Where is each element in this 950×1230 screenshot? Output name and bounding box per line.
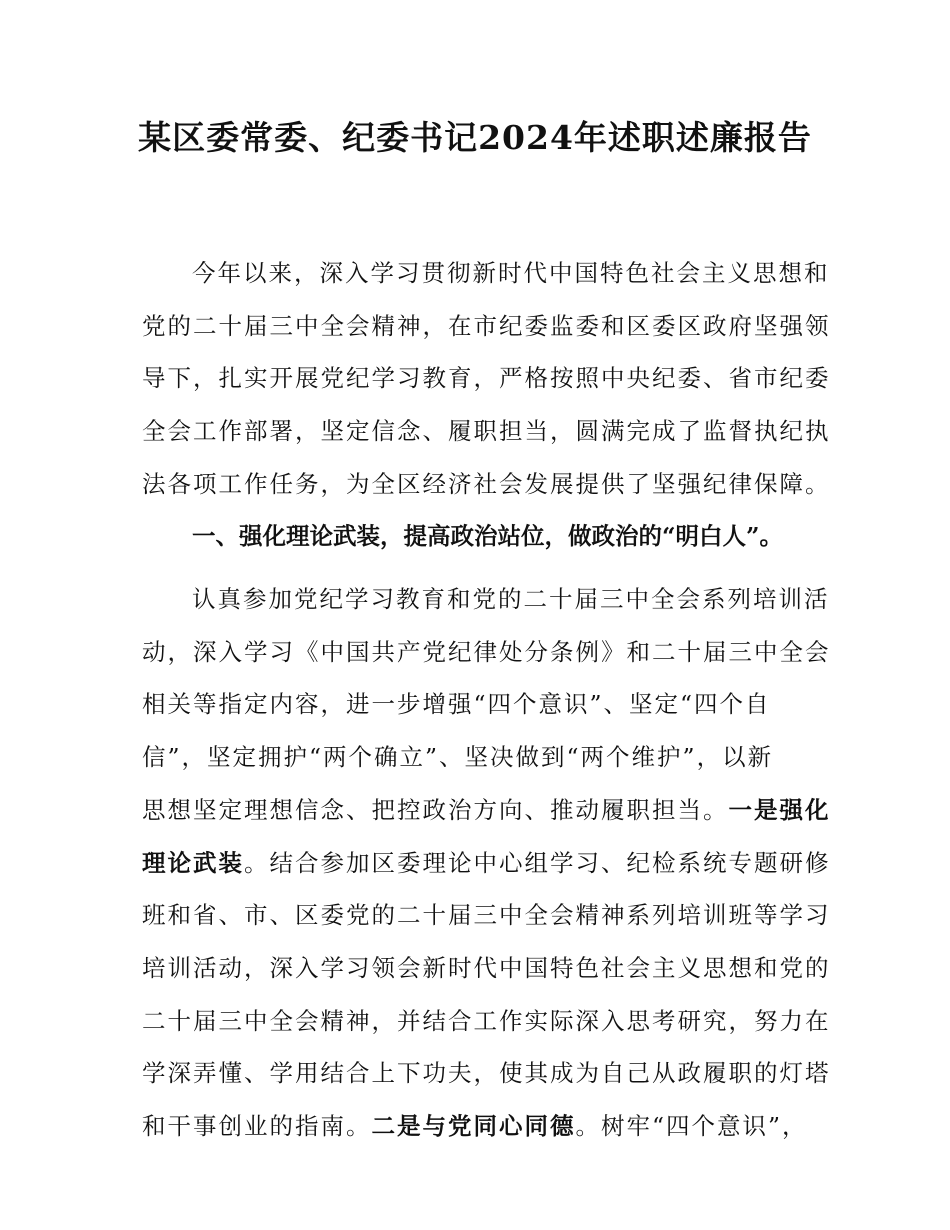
paragraph-line: 今年以来，深入学习贯彻新时代中国特色社会主义思想和 <box>192 259 830 287</box>
paragraph-text: 。树牢“四个意识”， <box>575 1112 808 1141</box>
bold-subheading: 二是与党同心同德 <box>371 1112 576 1141</box>
paragraph-line: 班和省、市、区委党的二十届三中全会精神系列培训班等学习 <box>142 901 831 930</box>
paragraph-text: 和干事创业的指南。 <box>142 1112 372 1141</box>
paragraph-line: 党的二十届三中全会精神，在市纪委监委和区委区政府坚强领 <box>142 311 831 340</box>
paragraph-line: 相关等指定内容，进一步增强“四个意识”、坚定“四个自 <box>142 690 771 719</box>
bold-subheading: 一是强化 <box>728 795 831 824</box>
section-heading-1 <box>142 510 842 563</box>
paragraph-text: 。结合参加区委理论中心组学习、纪检系统专题研修 <box>244 848 831 877</box>
paragraph-line: 学深弄懂、学用结合上下功夫，使其成为自己从政履职的灯塔 <box>142 1059 831 1088</box>
paragraph-line: 二十届三中全会精神，并结合工作实际深入思考研究，努力在 <box>142 1006 831 1035</box>
paragraph-intro <box>142 247 831 511</box>
paragraph-text: 思想坚定理想信念、把控政治方向、推动履职担当。 <box>142 795 729 824</box>
section-heading-text: 一、强化理论武装，提高政治站位，做政治的“明白人”。 <box>192 522 784 550</box>
paragraph-line: 导下，扎实开展党纪学习教育，严格按照中央纪委、省市纪委 <box>142 364 831 393</box>
document-title: 某区委常委、纪委书记2024年述职述廉报告 <box>138 118 812 157</box>
paragraph-line: 法各项工作任务，为全区经济社会发展提供了坚强纪律保障。 <box>142 469 831 498</box>
paragraph-line: 信”，坚定拥护“两个确立”、坚决做到“两个维护”，以新 <box>142 743 774 772</box>
paragraph-line: 培训活动，深入学习领会新时代中国特色社会主义思想和党的 <box>142 953 831 982</box>
paragraph-section-1 <box>142 573 831 1153</box>
bold-subheading: 理论武装 <box>142 848 244 877</box>
paragraph-line: 动，深入学习《中国共产党纪律处分条例》和二十届三中全会 <box>142 637 831 666</box>
paragraph-line <box>142 1100 812 1153</box>
paragraph-line <box>142 837 831 890</box>
paragraph-line <box>142 784 831 837</box>
paragraph-line: 全会工作部署，坚定信念、履职担当，圆满完成了监督执纪执 <box>142 417 831 446</box>
paragraph-line: 认真参加党纪学习教育和党的二十届三中全会系列培训活 <box>192 585 830 613</box>
